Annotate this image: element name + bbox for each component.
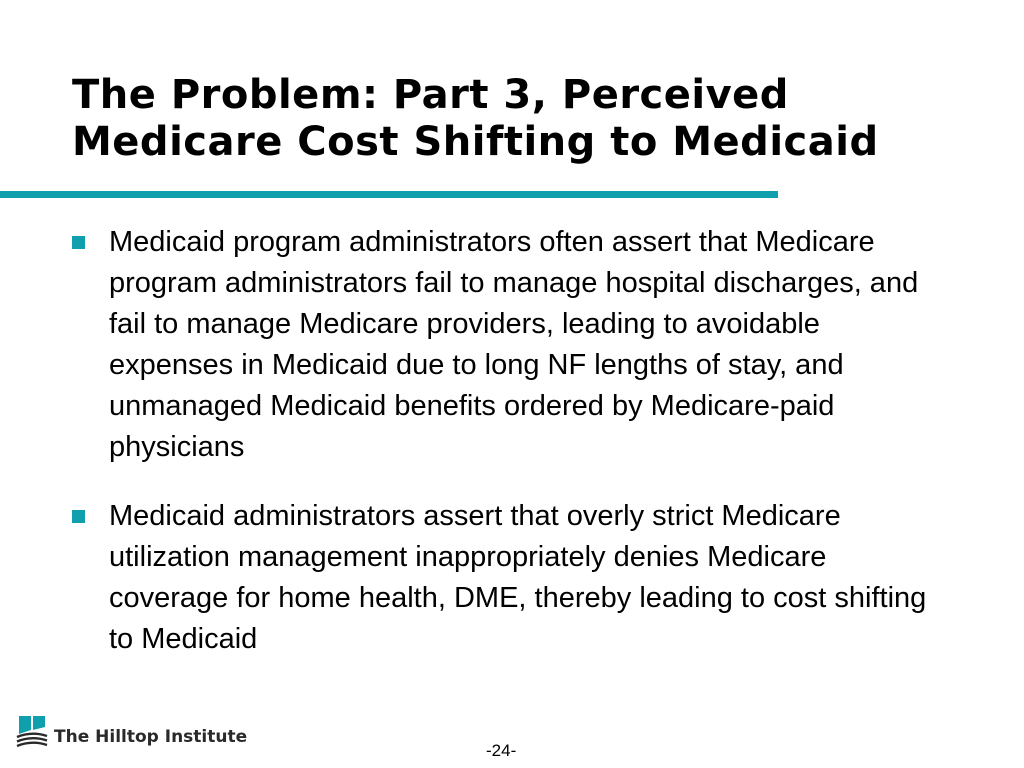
bullet-item <box>72 222 952 468</box>
hilltop-logo-icon <box>16 716 48 750</box>
bullet-list <box>72 222 952 688</box>
slide-title: The Problem: Part 3, Perceived Medicare Cost Shifting to Medicaid <box>72 72 879 165</box>
bullet-text: Medicaid program administrators often assert that Medicare program administrators fail to manage hospital discharges, and fail to manage Medicare providers, leading to avoidable expenses in Medicaid due to long NF lengths of stay, and unmanaged Medicaid benefits ordered by Medicare-paid physicians <box>109 226 919 463</box>
logo-text: The Hilltop Institute <box>54 727 248 747</box>
bullet-text: Medicaid administrators assert that overly strict Medicare utilization management inappropriately denies Medicare coverage for home health, DME, thereby leading to cost shifting to Medicaid <box>109 500 927 655</box>
square-bullet-icon <box>72 236 85 249</box>
title-underline-divider <box>0 191 778 198</box>
page-number: -24- <box>486 741 517 760</box>
hilltop-institute-logo <box>16 716 247 750</box>
square-bullet-icon <box>72 510 85 523</box>
bullet-item <box>72 496 952 660</box>
